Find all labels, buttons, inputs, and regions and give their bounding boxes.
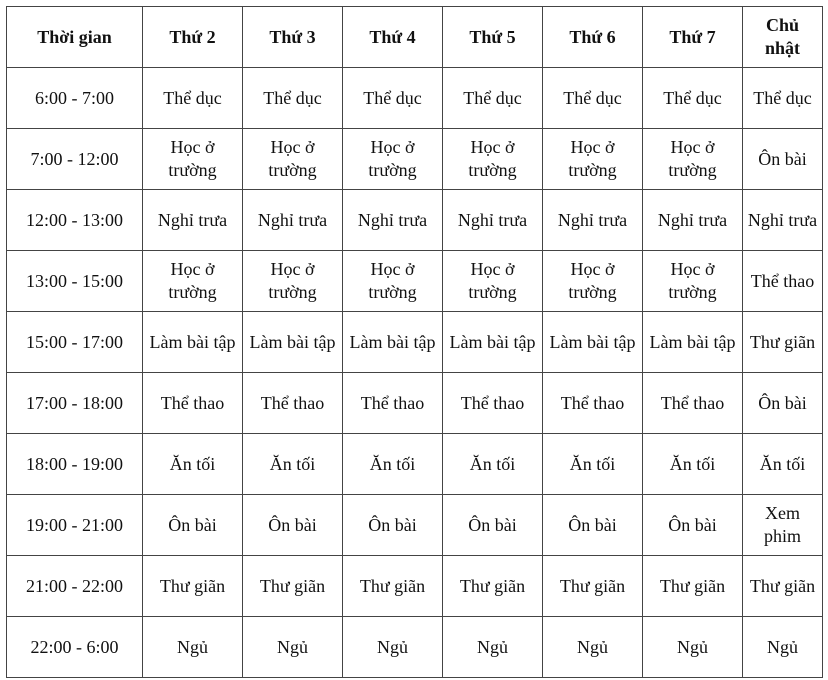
activity-cell: Ôn bài — [643, 495, 743, 556]
activity-cell: Ôn bài — [343, 495, 443, 556]
activity-cell: Ngủ — [643, 617, 743, 678]
activity-cell: Thư giãn — [743, 312, 823, 373]
activity-cell: Ăn tối — [743, 434, 823, 495]
activity-cell: Thể dục — [643, 68, 743, 129]
header-time: Thời gian — [7, 7, 143, 68]
activity-cell: Làm bài tập — [643, 312, 743, 373]
activity-cell: Thể thao — [343, 373, 443, 434]
header-day: Thứ 5 — [443, 7, 543, 68]
activity-cell: Học ở trường — [643, 251, 743, 312]
table-row — [7, 190, 823, 251]
activity-cell: Ngủ — [243, 617, 343, 678]
activity-cell: Ngủ — [343, 617, 443, 678]
activity-cell: Làm bài tập — [343, 312, 443, 373]
table-row — [7, 556, 823, 617]
activity-cell: Học ở trường — [443, 129, 543, 190]
activity-cell: Làm bài tập — [143, 312, 243, 373]
table-row — [7, 495, 823, 556]
activity-cell: Thư giãn — [143, 556, 243, 617]
activity-cell: Nghỉ trưa — [743, 190, 823, 251]
activity-cell: Học ở trường — [543, 129, 643, 190]
activity-cell: Thể dục — [143, 68, 243, 129]
activity-cell: Nghỉ trưa — [543, 190, 643, 251]
activity-cell: Ôn bài — [543, 495, 643, 556]
header-row — [7, 7, 823, 68]
activity-cell: Thể thao — [243, 373, 343, 434]
activity-cell: Thư giãn — [243, 556, 343, 617]
activity-cell: Ăn tối — [543, 434, 643, 495]
activity-cell: Thể thao — [543, 373, 643, 434]
table-row — [7, 68, 823, 129]
activity-cell: Ngủ — [743, 617, 823, 678]
time-cell: 13:00 - 15:00 — [7, 251, 143, 312]
time-cell: 22:00 - 6:00 — [7, 617, 143, 678]
activity-cell: Ôn bài — [443, 495, 543, 556]
activity-cell: Ngủ — [543, 617, 643, 678]
table-row — [7, 373, 823, 434]
activity-cell: Học ở trường — [243, 129, 343, 190]
header-day: Thứ 6 — [543, 7, 643, 68]
activity-cell: Thư giãn — [643, 556, 743, 617]
activity-cell: Ngủ — [143, 617, 243, 678]
time-cell: 6:00 - 7:00 — [7, 68, 143, 129]
activity-cell: Học ở trường — [343, 251, 443, 312]
activity-cell: Ăn tối — [643, 434, 743, 495]
activity-cell: Ôn bài — [143, 495, 243, 556]
activity-cell: Thể dục — [443, 68, 543, 129]
activity-cell: Thể dục — [243, 68, 343, 129]
time-cell: 7:00 - 12:00 — [7, 129, 143, 190]
activity-cell: Ăn tối — [343, 434, 443, 495]
time-cell: 21:00 - 22:00 — [7, 556, 143, 617]
activity-cell: Học ở trường — [443, 251, 543, 312]
activity-cell: Thư giãn — [443, 556, 543, 617]
activity-cell: Học ở trường — [143, 129, 243, 190]
activity-cell: Ôn bài — [743, 129, 823, 190]
header-day: Thứ 4 — [343, 7, 443, 68]
activity-cell: Nghỉ trưa — [343, 190, 443, 251]
time-cell: 15:00 - 17:00 — [7, 312, 143, 373]
header-day: Thứ 2 — [143, 7, 243, 68]
header-day: Thứ 3 — [243, 7, 343, 68]
table-row — [7, 129, 823, 190]
activity-cell: Học ở trường — [643, 129, 743, 190]
time-cell: 12:00 - 13:00 — [7, 190, 143, 251]
header-day: Thứ 7 — [643, 7, 743, 68]
header-day: Chủ nhật — [743, 7, 823, 68]
weekly-schedule-table — [6, 6, 823, 678]
table-row — [7, 434, 823, 495]
activity-cell: Xem phim — [743, 495, 823, 556]
activity-cell: Ăn tối — [143, 434, 243, 495]
activity-cell: Ngủ — [443, 617, 543, 678]
activity-cell: Làm bài tập — [243, 312, 343, 373]
table-row — [7, 251, 823, 312]
activity-cell: Thể thao — [643, 373, 743, 434]
activity-cell: Thể dục — [343, 68, 443, 129]
activity-cell: Học ở trường — [543, 251, 643, 312]
activity-cell: Làm bài tập — [543, 312, 643, 373]
table-row — [7, 312, 823, 373]
activity-cell: Ôn bài — [243, 495, 343, 556]
activity-cell: Thể thao — [743, 251, 823, 312]
table-row — [7, 617, 823, 678]
activity-cell: Thư giãn — [743, 556, 823, 617]
activity-cell: Thư giãn — [543, 556, 643, 617]
activity-cell: Học ở trường — [243, 251, 343, 312]
activity-cell: Ăn tối — [243, 434, 343, 495]
activity-cell: Thể dục — [743, 68, 823, 129]
activity-cell: Thể thao — [443, 373, 543, 434]
time-cell: 17:00 - 18:00 — [7, 373, 143, 434]
activity-cell: Nghỉ trưa — [143, 190, 243, 251]
activity-cell: Thể dục — [543, 68, 643, 129]
activity-cell: Ôn bài — [743, 373, 823, 434]
activity-cell: Nghỉ trưa — [643, 190, 743, 251]
activity-cell: Làm bài tập — [443, 312, 543, 373]
activity-cell: Ăn tối — [443, 434, 543, 495]
activity-cell: Nghỉ trưa — [443, 190, 543, 251]
activity-cell: Học ở trường — [343, 129, 443, 190]
activity-cell: Thể thao — [143, 373, 243, 434]
activity-cell: Học ở trường — [143, 251, 243, 312]
activity-cell: Thư giãn — [343, 556, 443, 617]
time-cell: 18:00 - 19:00 — [7, 434, 143, 495]
activity-cell: Nghỉ trưa — [243, 190, 343, 251]
time-cell: 19:00 - 21:00 — [7, 495, 143, 556]
